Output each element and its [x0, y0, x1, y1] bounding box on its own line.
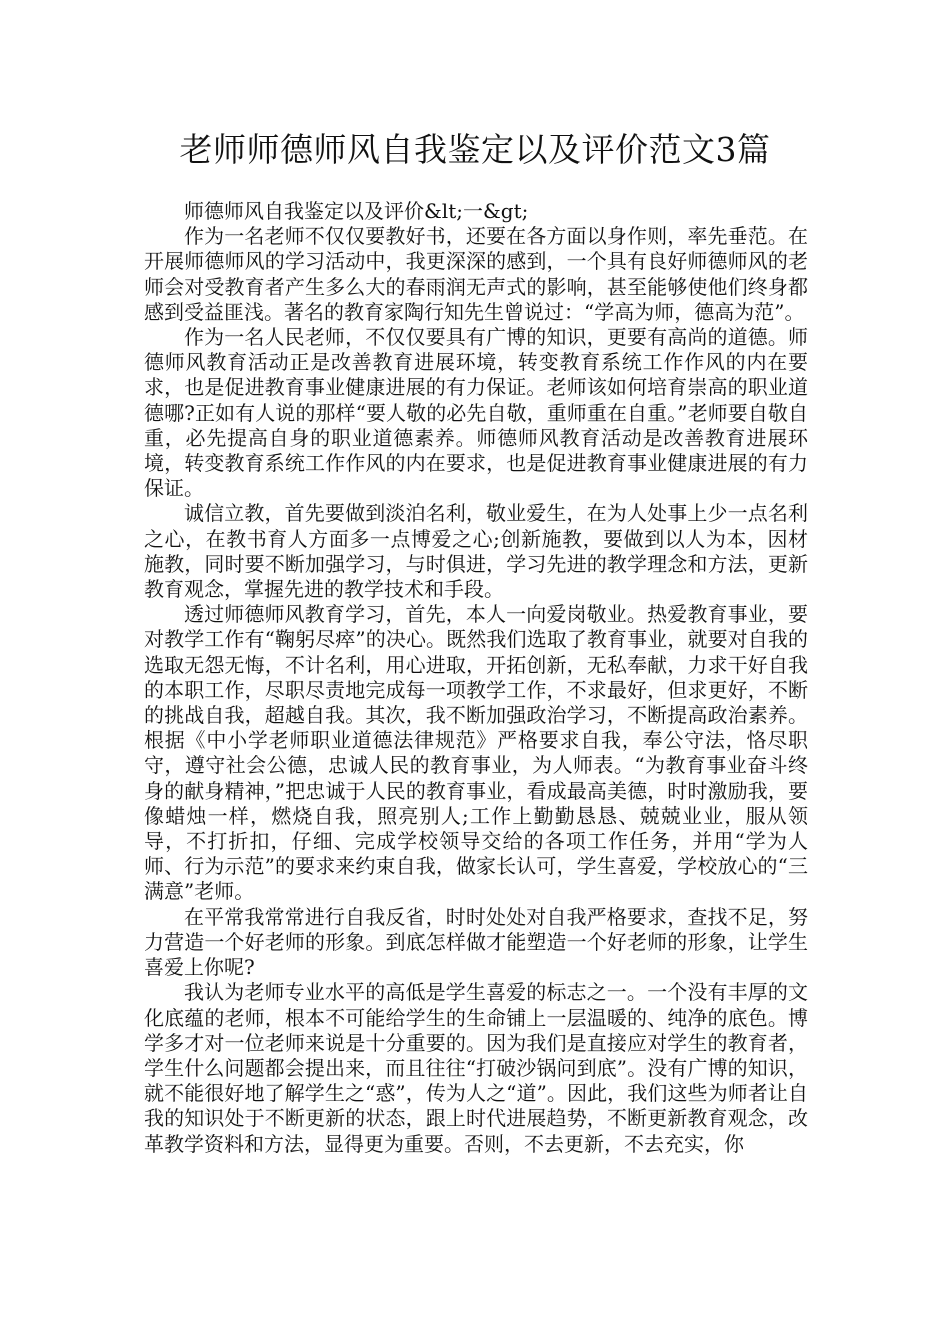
paragraph: 我认为老师专业水平的高低是学生喜爱的标志之一。一个没有丰厚的文化底蕴的老师，根本不可能给学生的生命铺上一层温暖的、纯净的底色。博学多才对一位老师来说是十分重要的。因为我们是直接应对学生的教育者，学生什么问题都会提出来，而且往往“打破沙锅问到底”。没有广博的知识，就不能很好地了解学生之“惑”，传为人之“道”。因此，我们这些为师者让自我的知识处于不断更新的状态，跟上时代进展趋势，不断更新教育观念，改革教学资料和方法，显得更为重要。否则，不去更新，不去充实，你	[144, 980, 808, 1156]
paragraph: 透过师德师风教育学习，首先，本人一向爱岗敬业。热爱教育事业，要对教学工作有“鞠躬尽瘁”的决心。既然我们选取了教育事业，就要对自我的选取无怨无悔，不计名利，用心进取，开拓创新，无私奉献，力求干好自我的本职工作，尽职尽责地完成每一项教学工作，不求最好，但求更好，不断的挑战自我，超越自我。其次，我不断加强政治学习，不断提高政治素养。根据《中小学老师职业道德法律规范》严格要求自我，奉公守法，恪尽职守，遵守社会公德，忠诚人民的教育事业，为人师表。“为教育事业奋斗终身的献身精神，”把忠诚于人民的教育事业，看成最高美德，时时激励我，要像蜡烛一样，燃烧自我，照亮别人;工作上勤勤恳恳、兢兢业业，服从领导，不打折扣，仔细、完成学校领导交给的各项工作任务，并用“学为人师、行为示范”的要求来约束自我，做家长认可，学生喜爱，学校放心的“三满意”老师。	[144, 602, 808, 904]
paragraph: 诚信立教，首先要做到淡泊名利，敬业爱生，在为人处事上少一点名利之心，在教书育人方面多一点博爱之心;创新施教，要做到以人为本，因材施教，同时要不断加强学习，与时俱进，学习先进的教学理念和方法，更新教育观念，掌握先进的教学技术和手段。	[144, 501, 808, 602]
paragraph: 在平常我常常进行自我反省，时时处处对自我严格要求，查找不足，努力营造一个好老师的形象。到底怎样做才能塑造一个好老师的形象，让学生喜爱上你呢?	[144, 904, 808, 980]
paragraph: 作为一名人民老师，不仅仅要具有广博的知识，更要有高尚的道德。师德师风教育活动正是改善教育进展环境，转变教育系统工作作风的内在要求，也是促进教育事业健康进展的有力保证。老师该如何培育崇高的职业道德哪?正如有人说的那样“要人敬的必先自敬，重师重在自重。”老师要自敬自重，必先提高自身的职业道德素养。师德师风教育活动是改善教育进展环境，转变教育系统工作作风的内在要求，也是促进教育事业健康进展的有力保证。	[144, 325, 808, 501]
paragraph: 作为一名老师不仅仅要教好书，还要在各方面以身作则，率先垂范。在开展师德师风的学习活动中，我更深深的感到，一个具有良好师德师风的老师会对受教育者产生多么大的春雨润无声式的影响，甚至能够使他们终身都感到受益匪浅。著名的教育家陶行知先生曾说过：“学高为师，德高为范”。	[144, 224, 808, 324]
document-title: 老师师德师风自我鉴定以及评价范文3篇	[179, 130, 771, 169]
paragraph-heading: 师德师风自我鉴定以及评价&lt;一&gt;	[184, 199, 529, 223]
document-body	[144, 199, 808, 1157]
